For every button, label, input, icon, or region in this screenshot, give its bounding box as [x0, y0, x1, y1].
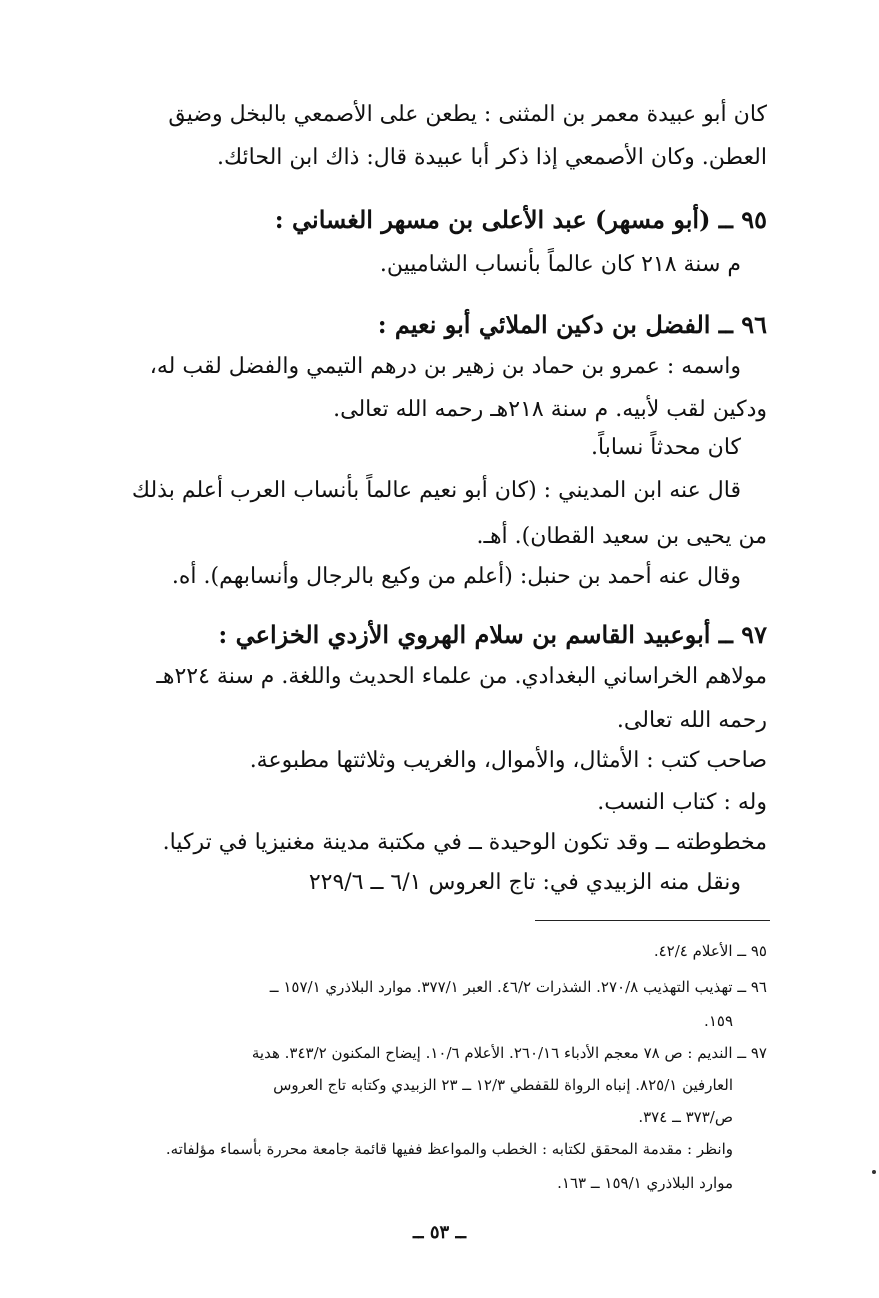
body-line: وله : كتاب النسب.: [597, 790, 767, 815]
entry-heading-95: ٩٥ ــ (أبو مسهر) عبد الأعلى بن مسهر الغساني :: [274, 205, 767, 234]
body-line: كان أبو عبيدة معمر بن المثنى : يطعن على الأصمعي بالبخل وضيق: [168, 102, 767, 127]
scan-speck: [872, 1170, 876, 1174]
footnote-line: ص/٣٧٣ ــ ٣٧٤.: [638, 1108, 733, 1126]
footnote-line: موارد البلاذري ١٥٩/١ ــ ١٦٣.: [557, 1174, 733, 1192]
body-line: واسمه : عمرو بن حماد بن زهير بن درهم التيمي والفضل لقب له،: [149, 354, 741, 379]
footnote-line: وانظر : مقدمة المحقق لكتابه : الخطب والمواعظ ففيها قائمة جامعة محررة بأسماء مؤلفاته.: [165, 1140, 733, 1158]
body-line: مولاهم الخراساني البغدادي. من علماء الحديث واللغة. م سنة ٢٢٤هـ: [156, 664, 767, 689]
body-line: العطن. وكان الأصمعي إذا ذكر أبا عبيدة قال: ذاك ابن الحائك.: [217, 145, 767, 170]
body-line: ونقل منه الزبيدي في: تاج العروس ٦/١ ــ ٢٢٩/٦: [308, 870, 741, 895]
footnote-separator: [535, 920, 770, 921]
footnote-line: ١٥٩.: [704, 1012, 733, 1030]
body-line: مخطوطته ــ وقد تكون الوحيدة ــ في مكتبة مدينة مغنيزيا في تركيا.: [162, 830, 767, 855]
body-line: كان محدثاً نساباً.: [591, 435, 741, 460]
footnote-line: العارفين ٨٢٥/١. إنباه الرواة للقفطي ١٢/٣ ــ ٢٣ الزبيدي وكتابه تاج العروس: [273, 1076, 733, 1094]
body-line: ودكين لقب لأبيه. م سنة ٢١٨هـ رحمه الله تعالى.: [333, 397, 767, 422]
body-line: قال عنه ابن المديني : (كان أبو نعيم عالماً بأنساب العرب أعلم بذلك: [131, 478, 741, 503]
entry-heading-97: ٩٧ ــ أبوعبيد القاسم بن سلام الهروي الأزدي الخزاعي :: [218, 620, 767, 649]
body-line: م سنة ٢١٨ كان عالماً بأنساب الشاميين.: [379, 252, 741, 277]
footnote-line: ٩٧ ــ النديم : ص ٧٨ معجم الأدباء ٢٦٠/١٦. الأعلام ١٠/٦. إيضاح المكنون ٣٤٣/٢. هدية: [251, 1044, 767, 1062]
footnote-line: ٩٥ ــ الأعلام ٤٢/٤.: [653, 942, 767, 960]
body-line: وقال عنه أحمد بن حنبل: (أعلم من وكيع بالرجال وأنسابهم). أه.: [171, 564, 741, 589]
footnote-line: ٩٦ ــ تهذيب التهذيب ٢٧٠/٨. الشذرات ٤٦/٢. العبر ٣٧٧/١. موارد البلاذري ١٥٧/١ ــ: [269, 978, 767, 996]
body-line: صاحب كتب : الأمثال، والأموال، والغريب وثلاثتها مطبوعة.: [249, 748, 767, 773]
page-number: ــ ٥٣ ــ: [413, 1222, 466, 1243]
entry-heading-96: ٩٦ ــ الفضل بن دكين الملائي أبو نعيم :: [377, 310, 767, 339]
body-line: رحمه الله تعالى.: [616, 708, 767, 733]
body-line: من يحيى بن سعيد القطان). أهـ.: [476, 524, 767, 549]
